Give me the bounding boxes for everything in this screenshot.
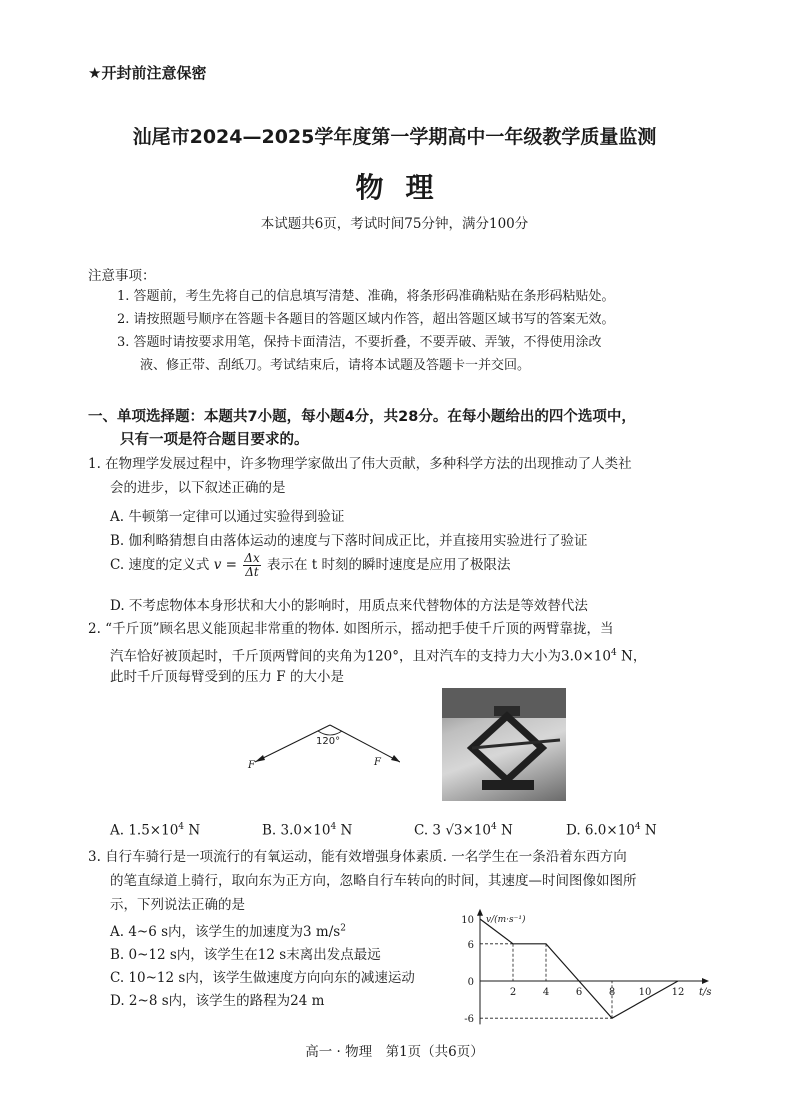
y-tick-label: 6 (467, 939, 474, 951)
q3-option-a (110, 920, 346, 940)
subject-title: 物理 (355, 171, 456, 204)
option-text: D. 6.0×10 (566, 822, 635, 839)
note-item: 2. 请按照题号顺序在答题卡各题目的答题区域内作答，超出答题区域书写的答案无效。 (117, 312, 615, 327)
jack-photo (442, 688, 566, 801)
option-text: A. 1.5×10 (110, 822, 179, 839)
exponent: 4 (634, 822, 641, 832)
jack-base (482, 780, 534, 790)
jack-screw (472, 740, 560, 748)
note-item: 3. 答题时请按要求用笔，保持卡面清洁，不要折叠，不要弄破、弄皱，不得使用涂改 (117, 335, 602, 350)
q3-stem-line: 3. 自行车骑行是一项流行的有氧运动，能有效增强身体素质. 一名学生在一条沿着东西方向 (88, 849, 627, 865)
x-tick-label: 6 (575, 987, 583, 998)
x-axis-arrow (702, 978, 709, 984)
left-force-label: F (248, 760, 255, 771)
x-tick-label: 2 (509, 987, 517, 998)
x-tick-label: 12 (671, 987, 685, 998)
velocity-symbol: v (213, 557, 222, 573)
confidential-notice: ★开封前注意保密 (88, 64, 207, 82)
x-tick-label: 10 (638, 987, 652, 998)
x-tick-label: 4 (542, 987, 550, 998)
q2-stem-line: 此时千斤顶每臂受到的压力 F 的大小是 (110, 669, 344, 685)
note-item: 1. 答题前，考生先将自己的信息填写清楚、准确，将条形码准确粘贴在条形码粘贴处。 (117, 289, 615, 304)
q1-option-c-suffix: 表示在 t 时刻的瞬时速度是应用了极限法 (267, 557, 511, 573)
y-axis-label: v/(m·s⁻¹) (486, 914, 526, 925)
q2-stem-line: 2. “千斤顶”顾名思义能顶起非常重的物体. 如图所示，摇动把手使千斤顶的两臂靠拢，当 (88, 621, 614, 637)
page-footer: 高一 · 物理 第1页（共6页） (305, 1044, 484, 1060)
option-text: N (496, 822, 513, 839)
velocity-series-line (480, 919, 678, 1018)
q1-stem-line: 1. 在物理学发展过程中，许多物理学家做出了伟大贡献，多种科学方法的出现推动了人类社 (88, 456, 632, 472)
exam-info: 本试题共6页，考试时间75分钟，满分100分 (260, 216, 529, 232)
q2-option-b (262, 822, 352, 839)
x-axis-label: t/s (699, 987, 712, 998)
fraction-denominator: Δt (245, 565, 259, 579)
q1-option-c: C. 速度的定义式 v = $\frac{\Delta x}{\Delta t}$ 表示在 t 时刻的瞬时速度是应用了极限法 (110, 551, 511, 579)
option-text: N (184, 822, 201, 839)
exponent: 4 (330, 822, 337, 832)
section-line: 只有一项是符合题目要求的。 (120, 432, 309, 448)
option-text: N (336, 822, 353, 839)
q3-option-d: D. 2~8 s内，该学生的路程为24 m (110, 993, 325, 1009)
y-axis-arrow (477, 909, 483, 916)
exam-title: 汕尾市2024—2025学年度第一学期高中一年级教学质量监测 (132, 126, 657, 148)
sqrt-symbol: √3 (445, 822, 463, 839)
q1-option-c-prefix: C. 速度的定义式 (110, 557, 210, 573)
left-arrowhead (255, 755, 265, 762)
q3-stem-line: 示，下列说法正确的是 (110, 897, 245, 913)
q3-option-c: C. 10~12 s内，该学生做速度方向向东的减速运动 (110, 970, 415, 986)
right-arm-line (330, 725, 400, 762)
option-text: A. 4~6 s内，该学生的加速度为3 m/s (110, 924, 341, 940)
q2-option-d (566, 822, 657, 839)
exponent: 4 (178, 822, 185, 832)
q2-line-text: N， (616, 648, 647, 665)
exponent: 4 (491, 822, 497, 832)
right-arrowhead (391, 755, 400, 762)
section-heading (88, 406, 708, 452)
option-text: B. 3.0×10 (262, 822, 331, 839)
q1-option-a: A. 牛顿第一定律可以通过实验得到验证 (110, 509, 345, 525)
q1-option-d: D. 不考虑物体本身形状和大小的影响时，用质点来代替物体的方法是等效替代法 (110, 598, 588, 614)
q2-option-a (110, 822, 200, 839)
velocity-fraction (243, 552, 260, 579)
y-tick-label: 0 (467, 977, 474, 988)
fraction-numerator: Δx (244, 551, 260, 565)
q3-stem-line: 的笔直绿道上骑行，取向东为正方向，忽略自行车转向的时间，其速度—时间图像如图所 (110, 873, 637, 889)
y-tick-label: -6 (464, 1014, 474, 1025)
jack-illustration (442, 688, 566, 801)
option-text: C. 3 (414, 822, 442, 839)
q1-stem-line: 会的进步，以下叙述正确的是 (110, 480, 286, 496)
x-tick-label: 8 (608, 987, 616, 998)
section-line: 一、单项选择题：本题共7小题，每小题4分，共28分。在每小题给出的四个选项中， (88, 409, 636, 425)
option-text: N (640, 822, 657, 839)
q3-option-b: B. 0~12 s内，该学生在12 s末离出发点最远 (110, 947, 381, 963)
note-item: 液、修正带、刮纸刀。考试结束后，请将本试题及答题卡一并交回。 (140, 358, 531, 373)
exponent: 2 (340, 923, 346, 934)
q1-option-b: B. 伽利略猜想自由落体运动的速度与下落时间成正比，并直接用实验进行了验证 (110, 533, 588, 549)
right-force-label: F (374, 757, 381, 768)
exponent: 4 (610, 648, 617, 658)
notes-title: 注意事项： (88, 268, 156, 284)
angle-label: 120° (316, 736, 341, 747)
option-text: ×10 (462, 822, 492, 839)
q2-option-c (414, 822, 513, 839)
velocity-time-chart (450, 890, 725, 1025)
q2-line-text: 汽车恰好被顶起时，千斤顶两臂间的夹角为120°，且对汽车的支持力大小为3.0×10 (110, 648, 611, 665)
y-tick-label: 10 (461, 915, 474, 926)
angle-arc (318, 731, 342, 735)
